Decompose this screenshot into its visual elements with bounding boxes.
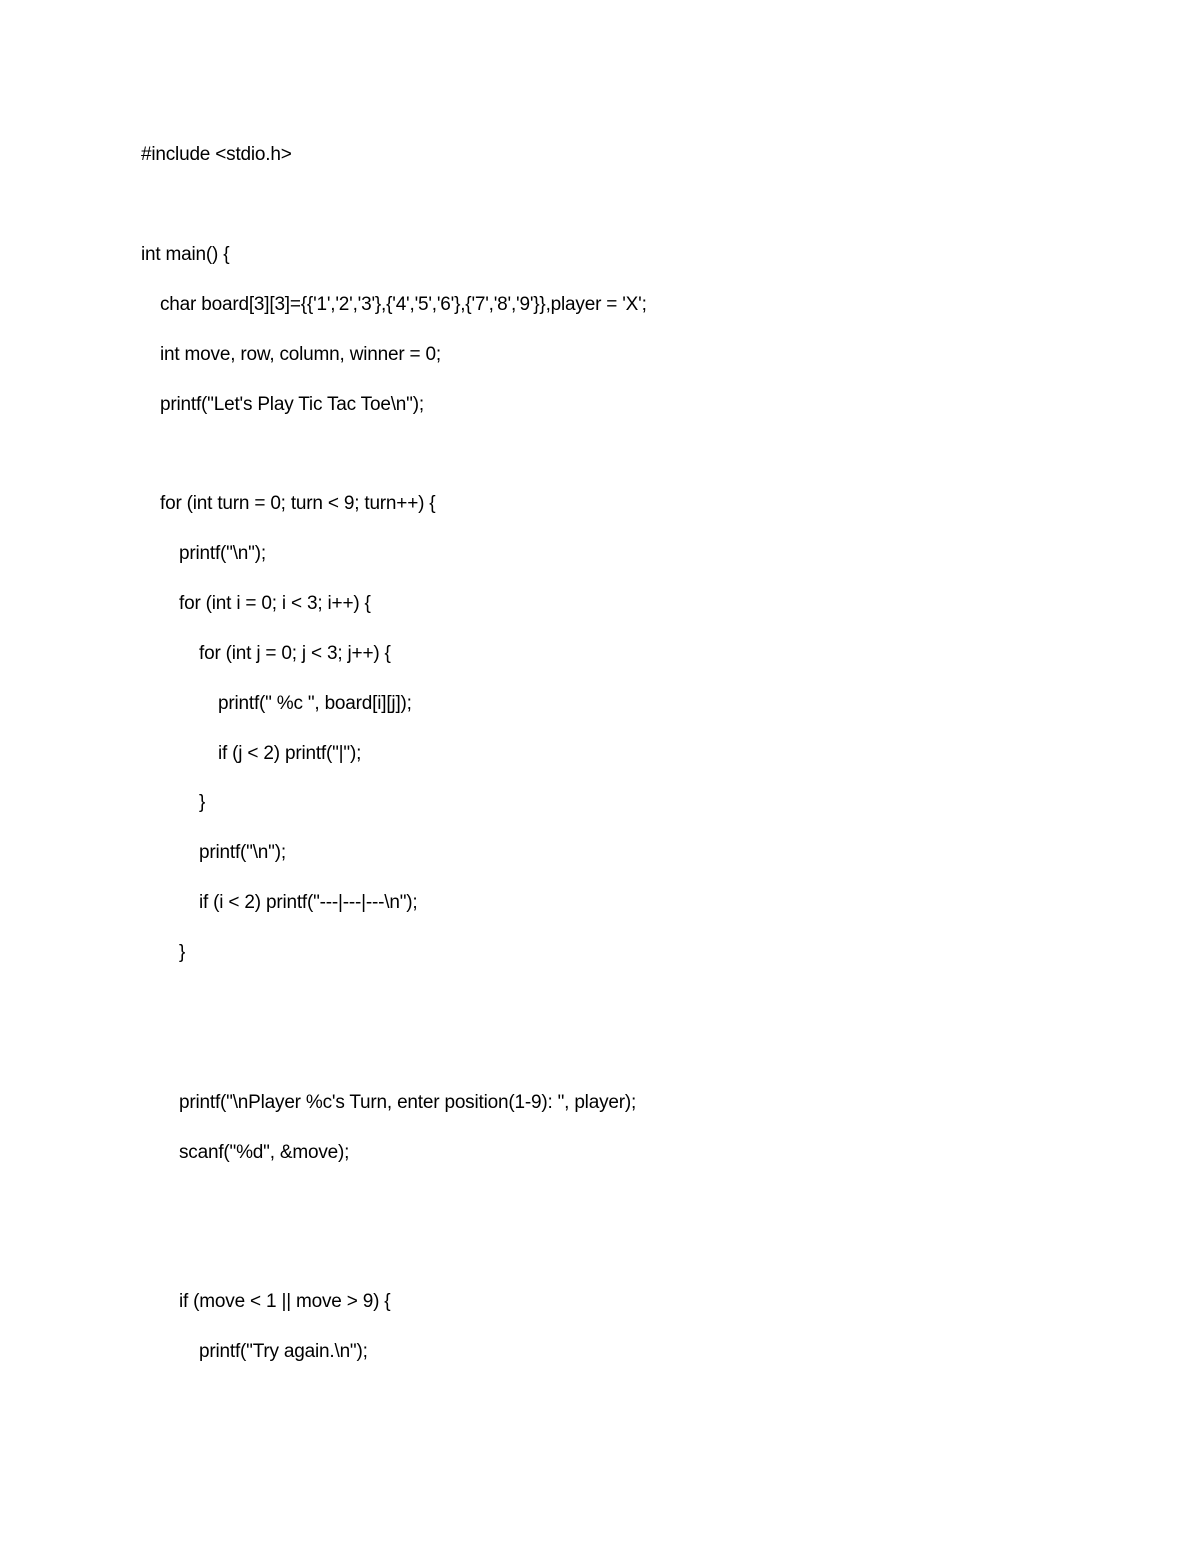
code-line: for (int i = 0; i < 3; i++) { xyxy=(179,593,371,614)
code-line: printf(" %c ", board[i][j]); xyxy=(218,693,412,714)
code-line: printf("\nPlayer %c's Turn, enter position(1-9): ", player); xyxy=(179,1092,637,1113)
code-line: if (j < 2) printf("|"); xyxy=(218,743,362,764)
code-line: printf("Let's Play Tic Tac Toe\n"); xyxy=(160,394,424,415)
code-line: char board[3][3]={{'1','2','3'},{'4','5','6'},{'7','8','9'}},player = 'X'; xyxy=(160,294,647,315)
code-line: if (move < 1 || move > 9) { xyxy=(179,1291,391,1312)
code-line: int main() { xyxy=(141,244,230,265)
code-line: printf("\n"); xyxy=(199,842,286,863)
code-line: if (i < 2) printf("---|---|---\n"); xyxy=(199,892,418,913)
code-line: scanf("%d", &move); xyxy=(179,1142,350,1163)
code-line: printf("\n"); xyxy=(179,543,266,564)
code-line: } xyxy=(179,942,186,963)
code-line: for (int turn = 0; turn < 9; turn++) { xyxy=(160,493,436,514)
code-line: int move, row, column, winner = 0; xyxy=(160,344,441,365)
code-line: printf("Try again.\n"); xyxy=(199,1341,368,1362)
code-line: #include <stdio.h> xyxy=(141,144,292,165)
code-line: } xyxy=(199,792,206,813)
code-line: for (int j = 0; j < 3; j++) { xyxy=(199,643,391,664)
